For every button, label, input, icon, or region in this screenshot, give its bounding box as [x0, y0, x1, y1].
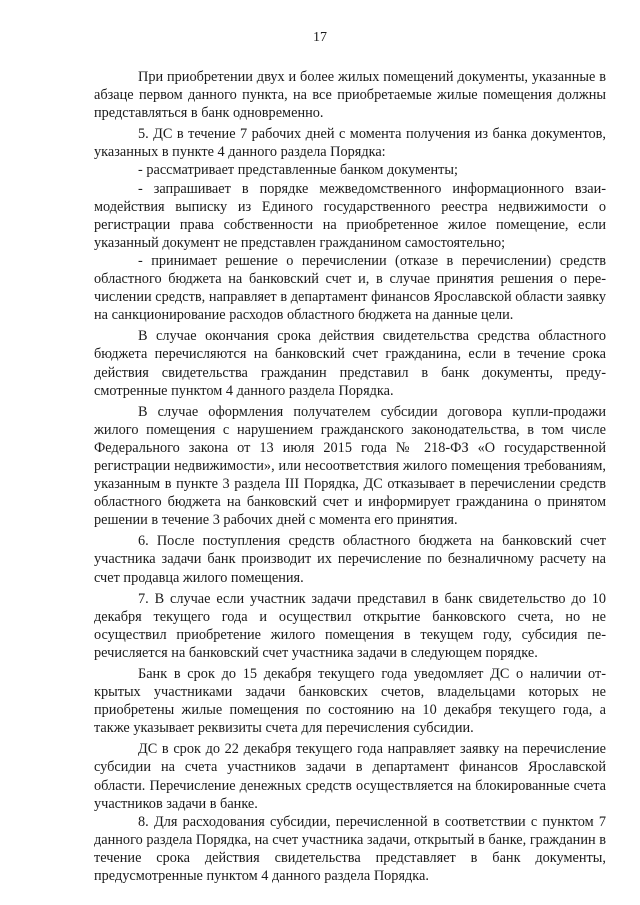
paragraph-ds-request: ДС в срок до 22 декабря текущего года направляет заявку на перечисление субсидии на счета участников задачи в департамент финансов Ярославской области. Перечисление денежных средств осуществляется на блокированные счета участников задачи в банке.	[94, 741, 606, 812]
document-body	[94, 68, 606, 885]
paragraph-multiple-premises: При приобретении двух и более жилых помещений документы, указанные в абзаце первом данного пункта, на все приобретаемые жилые помещения должны представляться в банк одновременно.	[94, 69, 606, 122]
paragraph-certificate-expiry: В случае окончания срока действия свидетельства средства областного бюджета перечисляются на банковский счет гражданина, если в течение срока действия свидетельства гражданин представил в банк документы, предусмотренные пунктом 4 данного раздела Порядка.	[94, 328, 606, 399]
paragraph-bank-notice: Банк в срок до 15 декабря текущего года уведомляет ДС о наличии открытых участниками задачи банковских счетов, владельцами которых не приобретены жилые помещения по состоянию на 10 декабря текущего года, а также указывает реквизиты счета для перечисления субсидии.	[94, 666, 606, 737]
paragraph-item-8: 8. Для расходования субсидии, перечисленной в соответствии с пунктом 7 данного раздела Порядка, на счет участника задачи, открытый в банке, гражданин в течение срока действия свидетельства представляет в банк документы, предусмотренные пунктом 4 данного раздела Порядка.	[94, 813, 606, 885]
paragraph-item-5: 5. ДС в течение 7 рабочих дней с момента получения из банка документов, указанных в пункте 4 данного раздела Порядка:	[94, 126, 606, 161]
paragraph-refusal: В случае оформления получателем субсидии договора купли-продажи жилого помещения с нарушением гражданского законодательства, в том числе Федерального закона от 13 июля 2015 года № 218-ФЗ «О государственной регистрации недвижимости», или несоответствия жилого помещения требованиям, указанным в пункте 3 раздела III Порядка, ДС отказывает в перечислении средств областного бюджета на банковский счет и информирует гражданина о принятом решении в течение 3 рабочих дней с момента его принятия.	[94, 403, 606, 529]
page-number: 17	[313, 30, 327, 45]
paragraph-item-5-request: - запрашивает в порядке межведомственного информационного взаимодействия выписку из Единого государственного реестра недвижимости о регистрации права собственности на приобретенное жилое помещение, если указанный документ не представлен гражданином самостоятельно;	[94, 180, 606, 251]
paragraph-item-6: 6. После поступления средств областного бюджета на банковский счет участника задачи банк производит их перечисление по безналичному расчету на счет продавца жилого помещения.	[94, 533, 606, 586]
paragraph-item-7: 7. В случае если участник задачи представил в банк свидетельство до 10 декабря текущего года и осуществил открытие банковского счета, но не осуществил приобретение жилого помещения в текущем году, субсидия перечисляется на банковский счет участника задачи в следующем порядке.	[94, 590, 606, 661]
paragraph-item-5-review: - рассматривает представленные банком документы;	[138, 162, 458, 179]
paragraph-item-5-decision: - принимает решение о перечислении (отказе в перечислении) средств областного бюджета на банковский счет и, в случае принятия решения о перечислении средств, направляет в департамент финансов Ярославской области заявку на санкционирование расходов областного бюджета на данные цели.	[94, 252, 606, 324]
